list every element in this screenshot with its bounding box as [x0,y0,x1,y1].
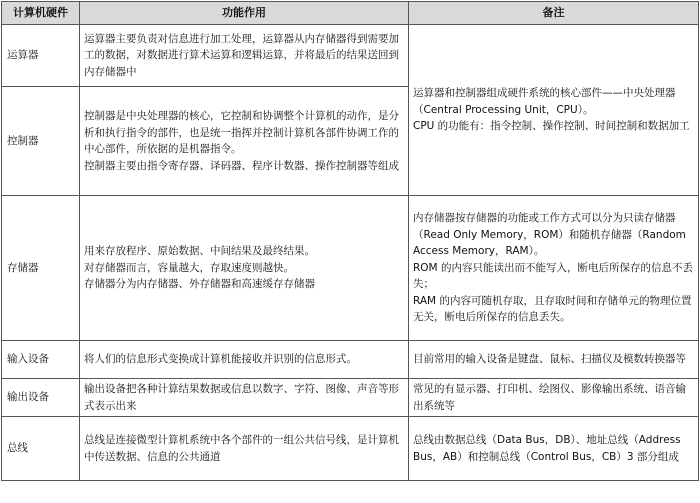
table-row [2,25,699,87]
row-name-output: 输出设备 [2,379,80,417]
function-text: 总线是连接微型计算机系统中各个部件的一组公共信号线，是计算机中传送数据、信息的公共通道 [84,434,399,463]
header-function: 功能作用 [80,2,409,25]
function-text: 存储器分为内存储器、外存储器和高速缓存存储器 [84,278,315,291]
table-header-row [2,2,699,25]
table-row [2,417,699,481]
note-text: RAM 的内容可随机存取，且存取时间和存储单元的物理位置无关，断电后所保存的信息丢失。 [413,294,692,324]
note-text: 总线由数据总线（Data Bus，DB）、地址总线（Address Bus，AB）和控制总线（Control Bus，CB）3 部分组成 [413,434,681,463]
hardware-table [1,1,699,481]
function-text: 用来存放程序、原始数据、中间结果及最终结果。 [84,245,315,258]
function-cell [80,196,409,341]
function-cell [80,379,409,417]
row-name-alu: 运算器 [2,25,80,87]
note-cell [409,379,699,417]
note-cell [409,417,699,481]
table-row [2,196,699,341]
table-row [2,341,699,379]
row-name-memory: 存储器 [2,196,80,341]
function-cell [80,87,409,196]
function-cell [80,341,409,379]
note-cell [409,341,699,379]
function-text: 控制器主要由指令寄存器、译码器、程序计数器、操作控制器等组成 [84,159,399,172]
header-note: 备注 [409,2,699,25]
row-name-input: 输入设备 [2,341,80,379]
note-text: ROM 的内容只能读出而不能写入，断电后所保存的信息不丢失； [413,261,693,291]
note-text: 目前常用的输入设备是键盘、鼠标、扫描仪及模数转换器等 [413,353,686,366]
function-text: 将人们的信息形式变换成计算机能接收并识别的信息形式。 [84,353,357,366]
note-cell [409,196,699,341]
function-cell [80,417,409,481]
function-text: 输出设备把各种计算结果数据或信息以数字、字符、图像、声音等形式表示出来 [84,383,399,412]
row-name-bus: 总线 [2,417,80,481]
function-text: 控制器是中央处理器的核心，它控制和协调整个计算机的动作，是分析和执行指令的部件，也是统一指挥并控制计算机各部件协调工作的中心部件，所依据的是机器指令。 [84,110,399,155]
header-hardware: 计算机硬件 [2,2,80,25]
note-text: 运算器和控制器组成硬件系统的核心部件——中央处理器（Central Processing Unit，CPU）。 [413,87,676,116]
function-cell [80,25,409,87]
function-text: 运算器主要负责对信息进行加工处理，运算器从内存储器得到需要加工的数据，对数据进行算术运算和逻辑运算，并将最后的结果送回到内存储器中 [84,32,399,78]
note-text: 常见的有显示器、打印机、绘图仪、影像输出系统、语音输出系统等 [413,383,686,412]
note-text: CPU 的功能有：指令控制、操作控制、时间控制和数据加工 [413,120,690,133]
table-row [2,379,699,417]
note-text: 内存储器按存储器的功能或工作方式可以分为只读存储器（Read Only Memory，ROM）和随机存储器（Random Access Memory，RAM）。 [413,212,686,258]
function-text: 对存储器而言，容量越大，存取速度则越快。 [84,261,294,274]
row-name-controller: 控制器 [2,87,80,196]
shared-note-cell [409,25,699,196]
